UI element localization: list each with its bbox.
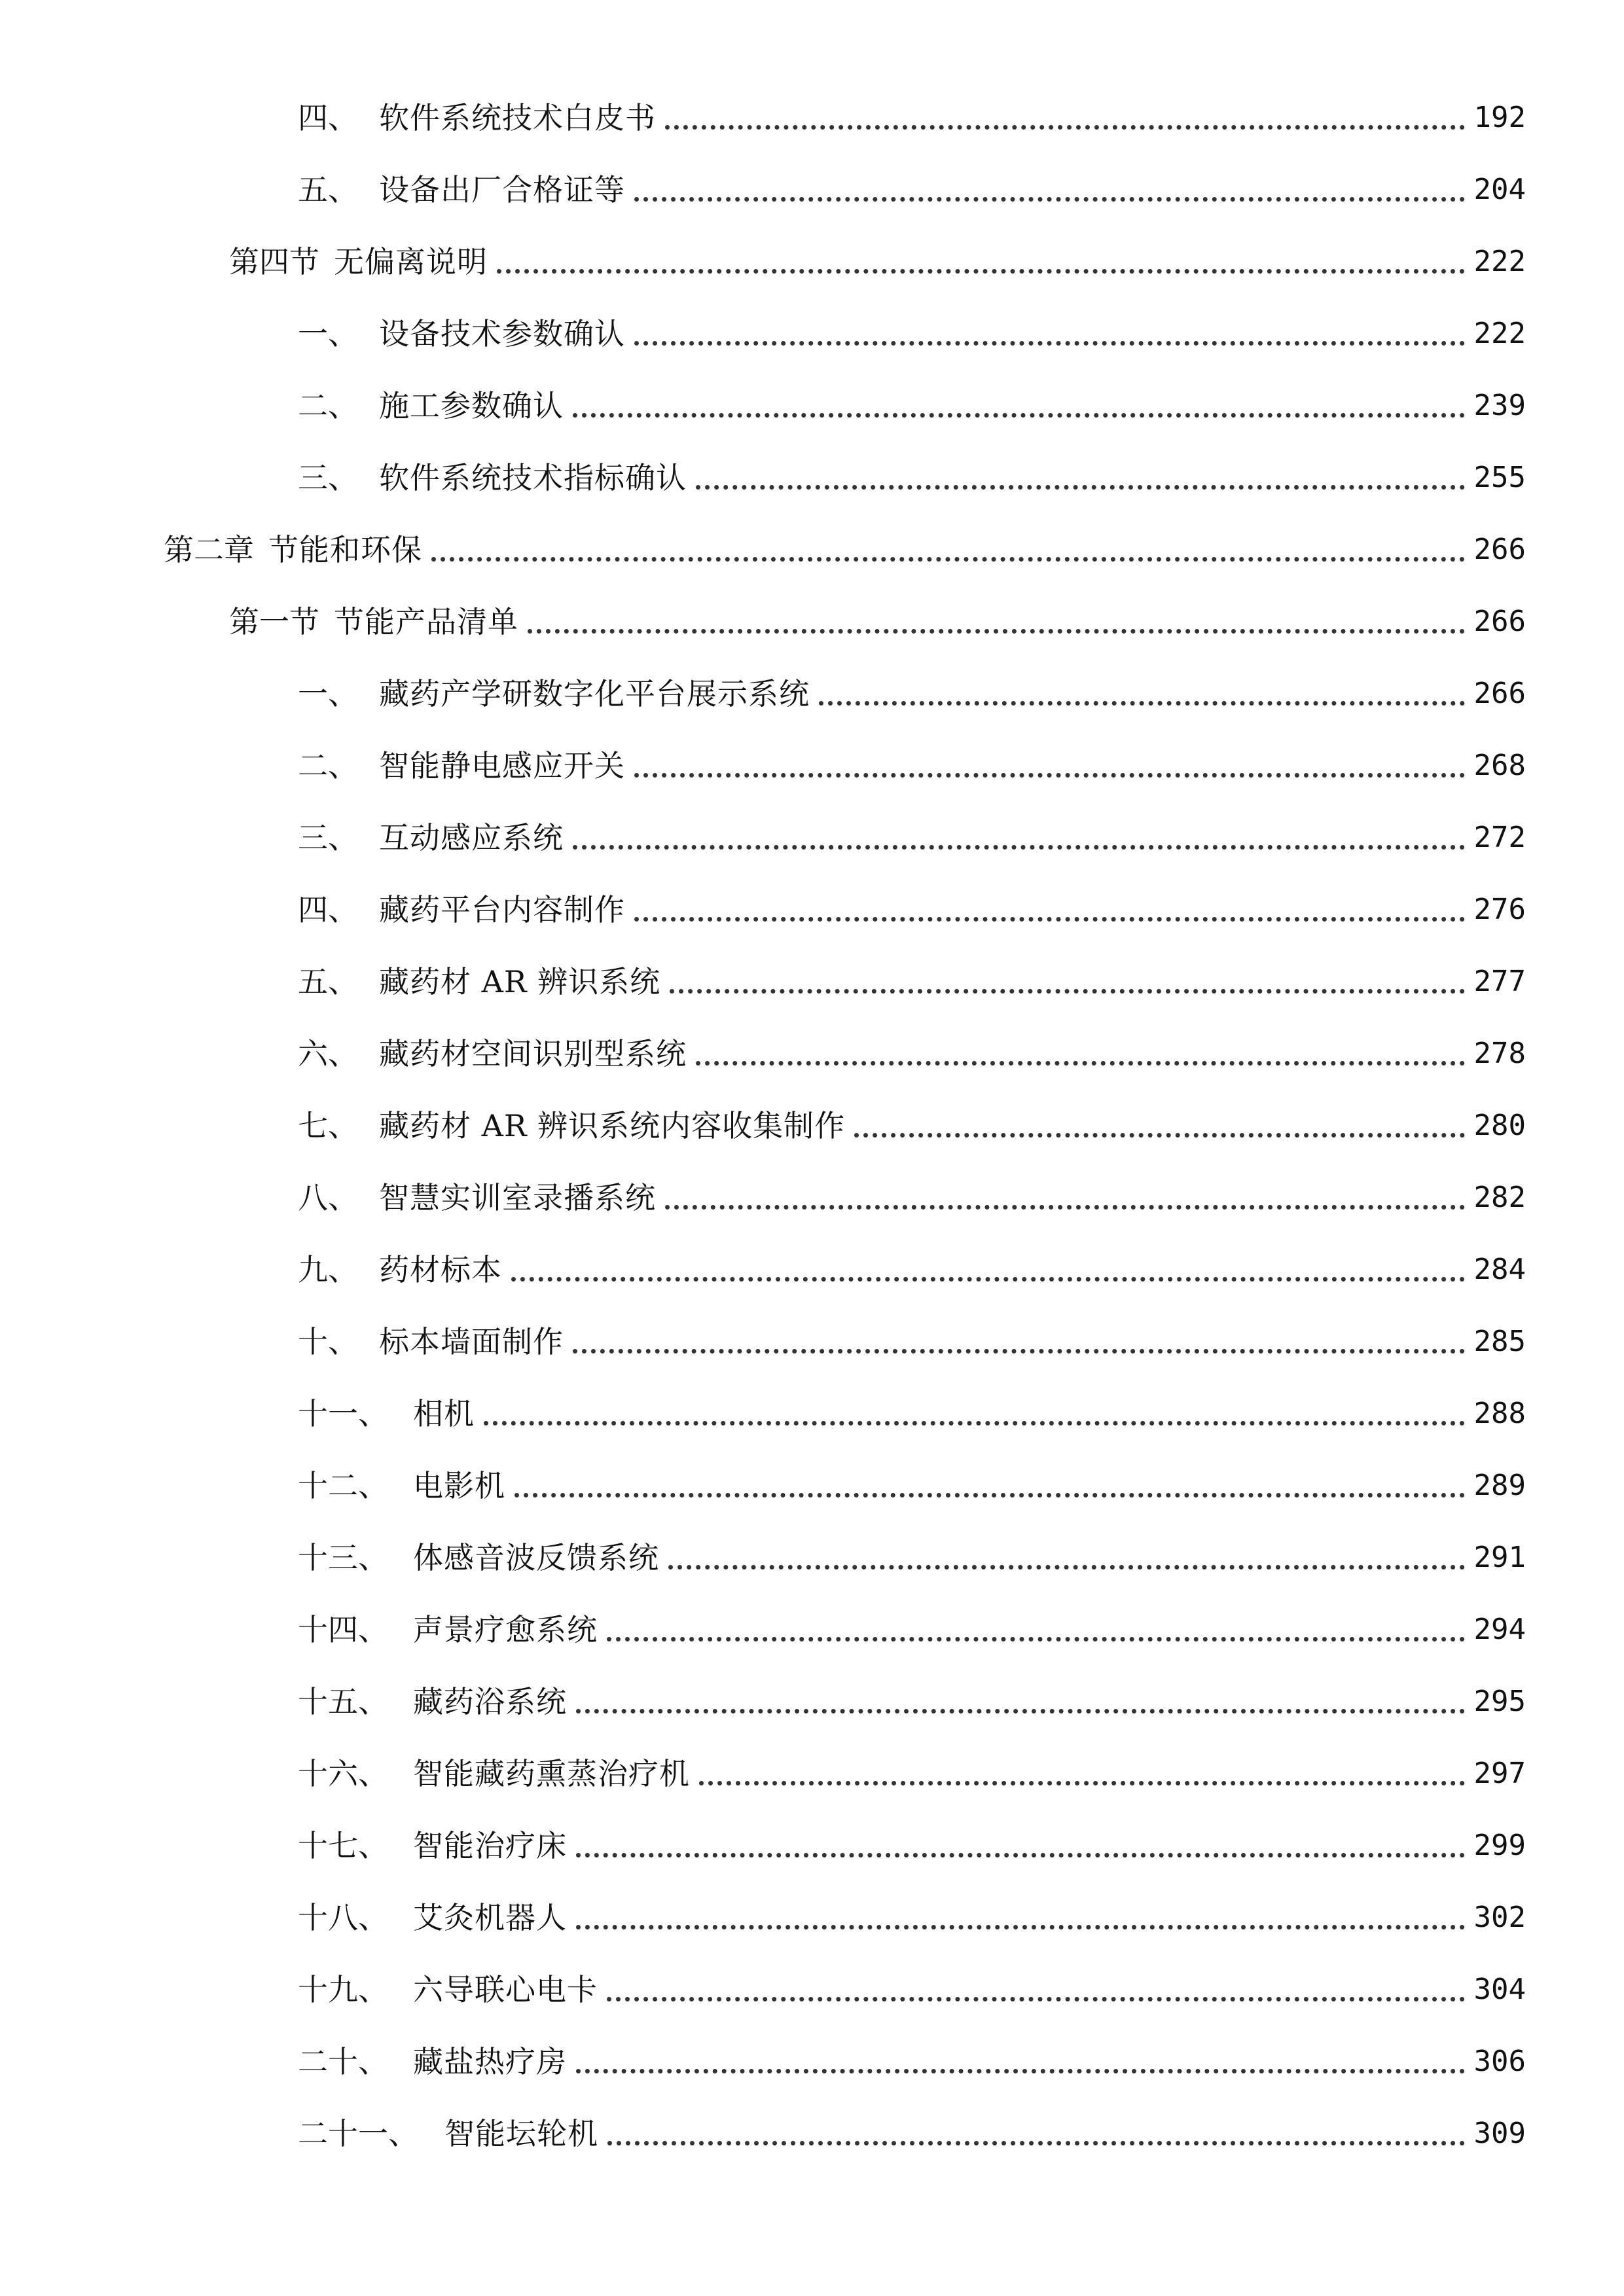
toc-entry-title: 施工参数确认 [379, 388, 564, 423]
toc-entry-page: 291 [1473, 1541, 1526, 1574]
toc-entry-number: 五、 [298, 964, 358, 999]
toc-entry-page: 192 [1473, 101, 1526, 134]
toc-entry-page: 302 [1473, 1901, 1526, 1934]
toc-entry-number: 二、 [298, 388, 358, 423]
toc-entry-number: 二十一、 [298, 2116, 418, 2151]
toc-entry-number: 三、 [298, 460, 358, 495]
toc-entry-page: 280 [1473, 1109, 1526, 1142]
toc-entry[interactable] [298, 90, 1526, 137]
toc-entry[interactable] [298, 1386, 1526, 1433]
toc-entry-page: 266 [1473, 605, 1526, 638]
toc-entry[interactable] [298, 1818, 1526, 1865]
toc-entry-title: 智能治疗床 [413, 1828, 567, 1863]
toc-entry-title: 软件系统技术指标确认 [379, 460, 687, 495]
toc-entry-number: 十九、 [298, 1972, 388, 2007]
dot-leader [634, 188, 1465, 202]
toc-entry-number: 十一、 [298, 1396, 388, 1431]
toc-entry-number: 五、 [298, 172, 358, 207]
toc-entry-title: 标本墙面制作 [379, 1324, 564, 1359]
toc-entry-number: 二十、 [298, 2044, 388, 2079]
toc-entry-page: 266 [1473, 533, 1526, 566]
toc-entry[interactable] [298, 1242, 1526, 1289]
toc-entry-title: 相机 [413, 1396, 475, 1431]
toc-entry-number: 十、 [298, 1324, 358, 1359]
toc-entry-title: 无偏离说明 [334, 244, 488, 279]
toc-entry-number: 十二、 [298, 1468, 388, 1503]
toc-entry-title: 电影机 [413, 1468, 505, 1503]
toc-entry-title: 智慧实训室录播系统 [379, 1180, 656, 1215]
toc-entry-title: 藏药浴系统 [413, 1684, 567, 1719]
toc-entry-number: 三、 [298, 820, 358, 855]
toc-entry[interactable] [298, 1746, 1526, 1793]
toc-entry-title: 设备出厂合格证等 [379, 172, 625, 207]
toc-entry[interactable] [298, 738, 1526, 785]
toc-entry[interactable] [298, 2034, 1526, 2081]
toc-entry[interactable] [298, 1026, 1526, 1073]
dot-leader [670, 980, 1464, 994]
dot-leader [607, 1628, 1465, 1641]
dot-leader [634, 908, 1465, 922]
toc-entry-title: 藏药平台内容制作 [379, 892, 625, 927]
toc-entry-number: 十四、 [298, 1612, 388, 1647]
toc-entry-page: 222 [1473, 317, 1526, 350]
toc-entry-number: 十五、 [298, 1684, 388, 1719]
dot-leader [497, 260, 1465, 274]
toc-entry[interactable] [298, 306, 1526, 353]
toc-entry-page: 222 [1473, 245, 1526, 278]
toc-entry-title: 智能静电感应开关 [379, 748, 625, 783]
toc-entry-title: 藏药材空间识别型系统 [379, 1036, 687, 1071]
dot-leader [528, 620, 1465, 634]
toc-entry[interactable] [298, 1314, 1526, 1361]
dot-leader [607, 1988, 1465, 2001]
toc-entry-title: 藏药材 AR 辨识系统 [379, 964, 661, 999]
dot-leader [573, 1340, 1465, 1354]
dot-leader [576, 2060, 1465, 2073]
toc-entry-title: 藏盐热疗房 [413, 2044, 567, 2079]
toc-entry-number: 十八、 [298, 1900, 388, 1935]
toc-entry-title: 六导联心电卡 [413, 1972, 598, 2007]
toc-entry-page: 304 [1473, 1973, 1526, 2006]
dot-leader [484, 1412, 1465, 1426]
toc-entry[interactable] [298, 810, 1526, 857]
toc-entry-title: 节能产品清单 [334, 604, 518, 639]
toc-entry-number: 九、 [298, 1252, 358, 1287]
toc-entry-number: 十三、 [298, 1540, 388, 1575]
toc-entry-page: 306 [1473, 2045, 1526, 2078]
dot-leader [665, 1196, 1465, 1210]
toc-entry[interactable] [298, 1890, 1526, 1937]
toc-entry-title: 藏药产学研数字化平台展示系统 [379, 676, 810, 711]
toc-entry-number: 六、 [298, 1036, 358, 1071]
toc-entry-page: 288 [1473, 1397, 1526, 1430]
toc-entry-title: 软件系统技术白皮书 [379, 100, 656, 135]
toc-entry-page: 239 [1473, 389, 1526, 422]
toc-entry-number: 十六、 [298, 1756, 388, 1791]
toc-entry-number: 四、 [298, 100, 358, 135]
toc-entry-title: 艾灸机器人 [413, 1900, 567, 1935]
dot-leader [699, 1772, 1465, 1785]
dot-leader [696, 476, 1465, 490]
dot-leader [634, 332, 1465, 346]
dot-leader [665, 116, 1465, 130]
toc-entry[interactable] [298, 1098, 1526, 1145]
toc-entry-page: 297 [1473, 1757, 1526, 1790]
toc-entry[interactable] [298, 882, 1526, 929]
toc-entry-page: 266 [1473, 677, 1526, 710]
toc-entry-title: 设备技术参数确认 [379, 316, 625, 351]
toc-entry-number: 第二章 [164, 532, 254, 567]
dot-leader [431, 548, 1465, 562]
dot-leader [573, 836, 1465, 850]
dot-leader [819, 692, 1465, 706]
toc-entry-page: 278 [1473, 1037, 1526, 1070]
toc-entry[interactable] [298, 1530, 1526, 1577]
dot-leader [511, 1268, 1465, 1282]
dot-leader [854, 1124, 1464, 1138]
toc-entry-title: 智能坛轮机 [444, 2116, 598, 2151]
toc-chapter-entry[interactable] [164, 522, 1526, 569]
toc-entry-number: 第一节 [229, 604, 319, 639]
toc-entry-number: 八、 [298, 1180, 358, 1215]
toc-entry-number: 四、 [298, 892, 358, 927]
toc-entry[interactable] [298, 162, 1526, 209]
toc-entry[interactable] [298, 1170, 1526, 1217]
dot-leader [576, 1700, 1465, 1713]
toc-entry-number: 十七、 [298, 1828, 388, 1863]
dot-leader [576, 1844, 1465, 1857]
toc-entry[interactable] [298, 1962, 1526, 2009]
dot-leader [668, 1556, 1465, 1570]
toc-entry-title: 互动感应系统 [379, 820, 564, 855]
toc-section-entry[interactable] [229, 234, 1526, 281]
dot-leader [576, 1916, 1465, 1929]
toc-entry-number: 第四节 [229, 244, 319, 279]
toc-entry-title: 智能藏药熏蒸治疗机 [413, 1756, 690, 1791]
toc-entry-title: 体感音波反馈系统 [413, 1540, 659, 1575]
toc-entry-number: 二、 [298, 748, 358, 783]
toc-entry-page: 309 [1473, 2117, 1526, 2150]
toc-entry-page: 204 [1473, 173, 1526, 206]
toc-entry-page: 277 [1473, 965, 1526, 998]
toc-entry[interactable] [298, 1458, 1526, 1505]
toc-entry-number: 一、 [298, 316, 358, 351]
toc-entry-page: 294 [1473, 1613, 1526, 1646]
toc-entry[interactable] [298, 954, 1526, 1001]
toc-entry-title: 节能和环保 [268, 532, 422, 567]
toc-entry-page: 282 [1473, 1181, 1526, 1214]
toc-entry[interactable] [298, 2106, 1526, 2153]
toc-entry[interactable] [298, 450, 1526, 497]
dot-leader [573, 404, 1465, 418]
toc-entry-page: 268 [1473, 749, 1526, 782]
toc-entry-page: 289 [1473, 1469, 1526, 1502]
toc-entry-number: 一、 [298, 676, 358, 711]
dot-leader [607, 2132, 1465, 2145]
toc-entry-page: 295 [1473, 1685, 1526, 1718]
toc-section-entry[interactable] [229, 594, 1526, 641]
toc-entry-page: 285 [1473, 1325, 1526, 1358]
toc-entry-page: 299 [1473, 1829, 1526, 1862]
toc-entry-title: 藏药材 AR 辨识系统内容收集制作 [379, 1108, 846, 1143]
toc-entry-number: 七、 [298, 1108, 358, 1143]
toc-entry-page: 276 [1473, 893, 1526, 926]
toc-entry-page: 272 [1473, 821, 1526, 854]
toc-entry[interactable] [298, 378, 1526, 425]
toc-entry-title: 药材标本 [379, 1252, 502, 1287]
toc-entry-page: 255 [1473, 461, 1526, 494]
toc-entry[interactable] [298, 1602, 1526, 1649]
dot-leader [634, 764, 1465, 778]
dot-leader [514, 1484, 1465, 1498]
toc-entry[interactable] [298, 666, 1526, 713]
toc-entry[interactable] [298, 1674, 1526, 1721]
dot-leader [696, 1052, 1465, 1066]
toc-entry-page: 284 [1473, 1253, 1526, 1286]
toc-entry-title: 声景疗愈系统 [413, 1612, 598, 1647]
